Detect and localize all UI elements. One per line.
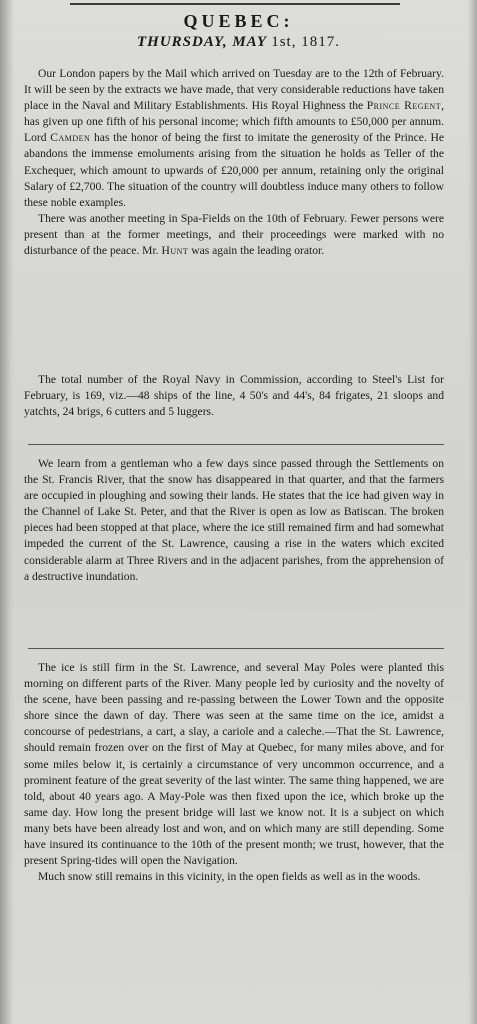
text-run: The ice is still firm in the St. Lawrence, and several May Poles were planted this morning on different parts of the River. Many people led by curiosity and the novelty of the scene, have been passing and re-passing between the Lower Town and the opposite shore since the dawn of day. There was seen at the same time on the ice, amidst a concourse of pedestrians, a cart, a slay, a cariole and a caleche.—That the St. Lawrence, should remain frozen over on the first of May at Quebec, for many miles above, and for some miles below it, is certainly a circumstance of very uncommon occurrence, and a prominent feature of the great severity of the last winter. The same thing happened, we are told, about 40 years ago. A May-Pole was then fixed upon the ice, which broke up the same day. How long the present bridge will last we know not. It is a subject on which many bets have been already lost and won, and on which many are still depending. Some have insured its continuance to the 10th of the present month; we trust, however, that the present Spring-tides will open the Navigation. xyxy=(24,661,444,868)
article-paragraph xyxy=(24,456,444,585)
top-rule xyxy=(70,3,400,5)
page-left-edge xyxy=(0,0,14,1024)
text-run: Our London papers by the Mail which arrived on Tuesday are to the 12th of February. It will be seen by the extracts we have made, that very considerable reductions have taken place in the Naval and Military Establishments. His Royal Highness the xyxy=(24,67,444,113)
text-run: has the honor of being the first to imitate the generosity of the Prince. He abandons the immense emoluments arising from the situation he holds as Teller of the Exchequer, which amount to upwards of £20,000 per annum, retaining only the original Salary of £2,700. The situation of the country will doubtless induce many others to follow these noble examples. xyxy=(24,131,445,209)
text-run: There was another meeting in Spa-Fields on the 10th of February. Fewer persons were present than at the former meetings, and their proceedings were marked with no disturbance of the peace. Mr. xyxy=(24,211,444,258)
article-paragraph xyxy=(24,66,444,211)
text-run: , has given up one fifth of his personal income; which fifth amounts to £50,000 per annum. Lord xyxy=(24,99,444,145)
masthead xyxy=(0,10,477,52)
article-1 xyxy=(24,66,444,259)
article-paragraph xyxy=(24,372,444,420)
text-run: The total number of the Royal Navy in Commission, according to Steel's List for February, is 169, viz.—48 ships of the line, 4 50's and 44's, 84 frigates, 21 sloops and yatchts, 24 brigs, 6 cutters and 5 luggers. xyxy=(24,373,444,419)
column-divider xyxy=(28,648,444,649)
column-divider xyxy=(28,444,444,445)
article-paragraph xyxy=(24,211,444,259)
article-paragraph xyxy=(24,869,444,885)
article-3 xyxy=(24,456,444,585)
page-right-edge xyxy=(467,0,477,1024)
dateline-day-number: 1st, xyxy=(271,34,297,50)
dateline-date xyxy=(0,32,477,52)
dateline-year: 1817. xyxy=(301,34,340,50)
small-caps-name: Hunt xyxy=(161,244,189,258)
text-run: Much snow still remains in this vicinity, in the open fields as well as in the woods. xyxy=(38,870,421,884)
article-paragraph xyxy=(24,660,444,869)
dateline-place: QUEBEC: xyxy=(183,11,294,31)
article-4 xyxy=(24,660,444,885)
small-caps-name: Prince Regent xyxy=(366,99,442,113)
text-run: was again the leading orator. xyxy=(188,244,325,258)
article-2 xyxy=(24,372,444,420)
dateline-day-month: THURSDAY, MAY xyxy=(137,34,267,50)
text-run: We learn from a gentleman who a few days since passed through the Settlements on the St. Francis River, that the snow has disappeared in that quarter, and that the farmers are occupied in ploughing and sowing their lands. He states that the ice had given way in the Channel of Lake St. Peter, and that the River is open as low as Batiscan. The broken pieces had been stopped at that place, where the ice still remained firm and had somewhat impeded the current of the St. Lawrence, causing a rise in the waters which excited considerable alarm at Three Rivers and in the adjacent parishes, from the apprehension of a destructive inundation. xyxy=(24,457,444,583)
small-caps-name: Camden xyxy=(50,131,91,145)
